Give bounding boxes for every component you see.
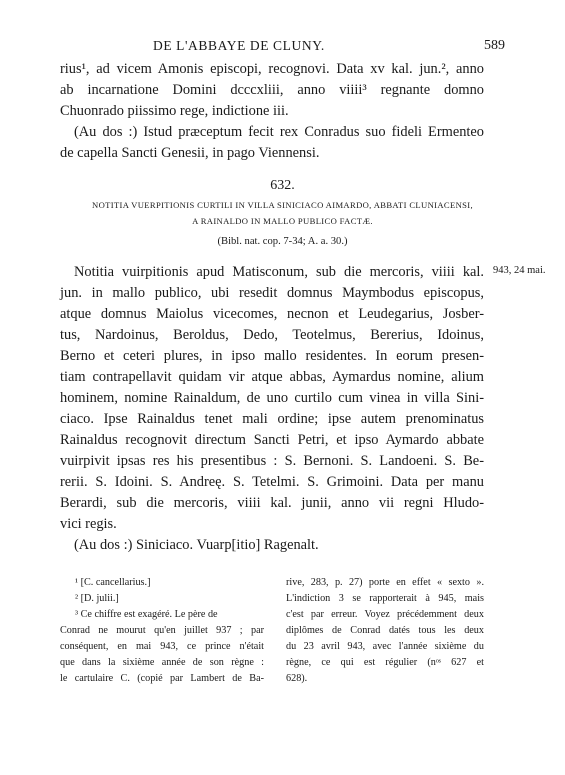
- charter-text-line: rerii. S. Idoini. S. Andreę. S. Tetelmi. S. Grimoini. Data per manu: [60, 474, 484, 490]
- charter-bibliography: (Bibl. nat. cop. 7-34; A. a. 30.): [217, 236, 348, 247]
- footnote-line: 628).: [286, 673, 308, 684]
- prev-charter-line: ab incarnatione Domini dcccxliii, anno viiii³ regnante domno: [60, 82, 484, 98]
- charter-text-line: tiam contrapellavit quidam vir atque abbas, Aymardus nomine, alium: [60, 369, 484, 385]
- charter-heading-line: NOTITIA VUERPITIONIS CURTILI IN VILLA SINICIACO AIMARDO, ABBATI CLUNIACENSI,: [92, 200, 473, 210]
- page-number: 589: [484, 38, 505, 53]
- footnote-line: L'indiction 3 se rapporterait à 945, mais: [286, 593, 484, 604]
- running-title: DE L'ABBAYE DE CLUNY.: [153, 38, 325, 53]
- charter-text-line: ciaco. Ipse Rainaldus tenet mali ordine; ipse autem prenominatus: [60, 411, 484, 427]
- charter-text-line: vici regis.: [60, 516, 117, 532]
- charter-text-line: hominem, nomine Rainaldum, de uno curtilo cum vinea in villa Sini-: [60, 390, 484, 406]
- charter-text-line: vuirpivit ipsas res his presentibus : S. Bernoni. S. Landoeni. S. Be-: [60, 453, 484, 469]
- footnote-line: du 23 avril 943, avec l'année sixième du: [286, 641, 484, 652]
- footnote-line: que dans la sixième année de son règne :: [60, 657, 264, 668]
- footnote-line: le cartulaire C. (copié par Lambert de Ba-: [60, 673, 264, 684]
- prev-charter-dorsal: (Au dos :) Istud præceptum fecit rex Conradus suo fideli Ermenteo: [74, 124, 484, 140]
- charter-heading-line: A RAINALDO IN MALLO PUBLICO FACTÆ.: [192, 216, 373, 226]
- footnote-line: règne, ce qui est régulier (nᵒˢ 627 et: [286, 657, 484, 668]
- charter-text-line: Notitia vuirpitionis apud Matisconum, sub die mercoris, viiii kal.: [74, 264, 484, 280]
- prev-charter-line: rius¹, ad vicem Amonis episcopi, recognovi. Data xv kal. jun.², anno: [60, 61, 484, 77]
- footnote-line: rive, 283, p. 27) porte en effet « sexto ».: [286, 577, 484, 588]
- footnote-line: ² [D. julii.]: [75, 593, 119, 604]
- prev-charter-line: Chuonrado piissimo rege, indictione iii.: [60, 103, 289, 119]
- footnote-line: Conrad ne mourut qu'en juillet 937 ; par: [60, 625, 264, 636]
- charter-text-line: Berno et ceteri plures, in ipso mallo residentes. In eorum presen-: [60, 348, 484, 364]
- charter-dorsal: (Au dos :) Siniciaco. Vuarp[itio] Ragenalt.: [74, 537, 319, 553]
- charter-number: 632.: [270, 178, 295, 193]
- charter-text-line: jun. in mallo publico, ubi resedit domnus Maymbodus episcopus,: [60, 285, 484, 301]
- footnote-line: ³ Ce chiffre est exagéré. Le père de: [75, 609, 218, 620]
- prev-charter-dorsal: de capella Sancti Genesii, in pago Viennensi.: [60, 145, 320, 161]
- margin-date: 943, 24 mai.: [493, 265, 546, 276]
- charter-text-line: atque domnus Maiolus vicecomes, necnon et Leudegarius, Josber-: [60, 306, 484, 322]
- charter-text-line: Rainaldus recognovit directum Sancti Petri, et ipso Aymardo abbate: [60, 432, 484, 448]
- charter-text-line: Berardi, sub die mercoris, viiii kal. junii, anno vii regni Hludo-: [60, 495, 484, 511]
- footnote-line: conséquent, en mai 943, ce prince n'était: [60, 641, 264, 652]
- footnote-line: ¹ [C. cancellarius.]: [75, 577, 151, 588]
- footnote-line: c'est par erreur. Voyez précédemment deux: [286, 609, 484, 620]
- footnote-line: diplômes de Conrad datés tous les deux: [286, 625, 484, 636]
- charter-text-line: tus, Nardoinus, Beroldus, Dedo, Teotelmus, Bererius, Idoinus,: [60, 327, 484, 343]
